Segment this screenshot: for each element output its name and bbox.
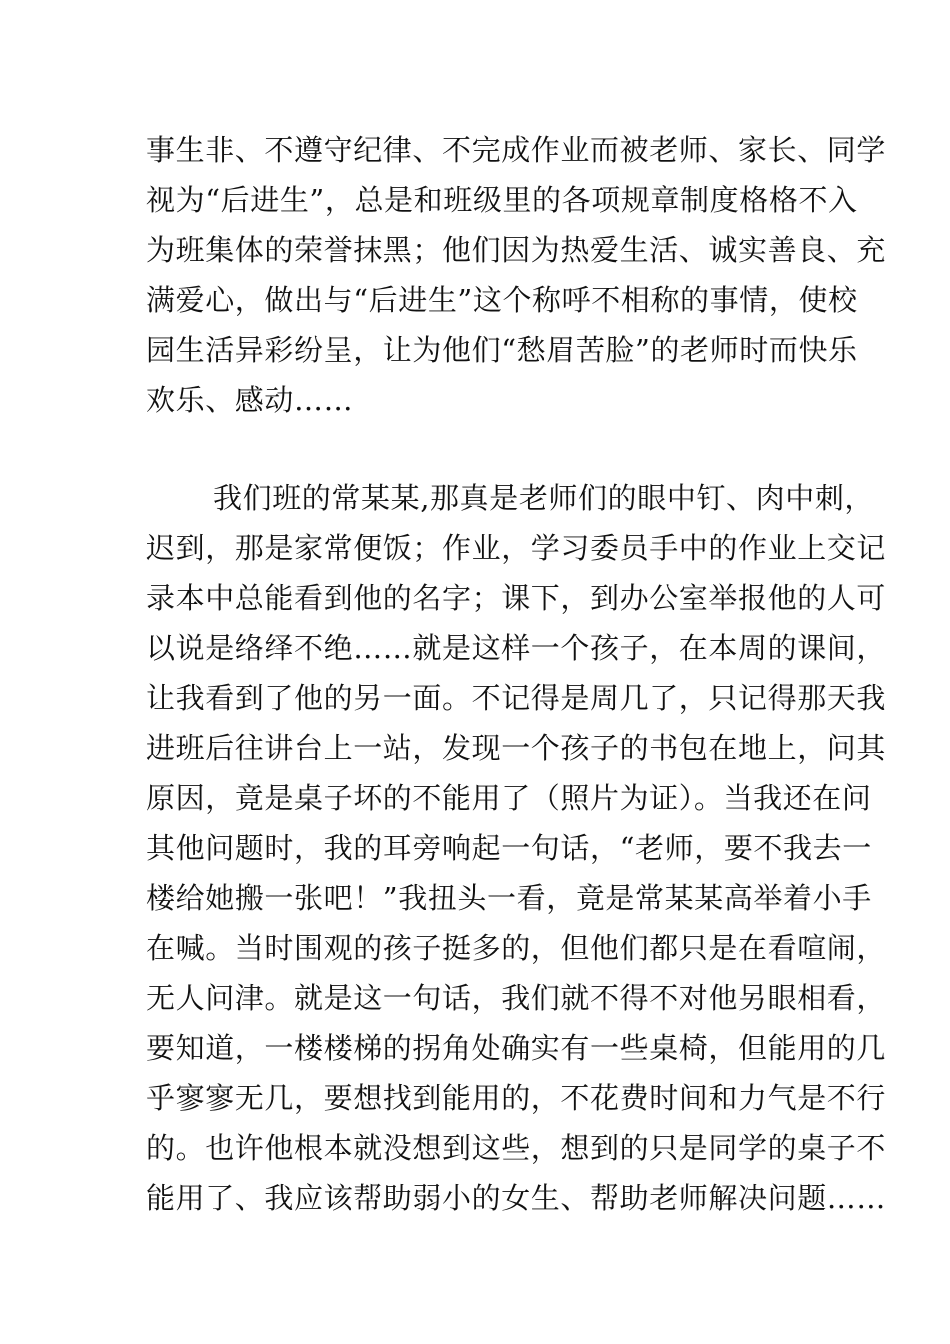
text-line: 满爱心，做出与“后进生”这个称呼不相称的事情，使校	[146, 283, 858, 317]
text-line: 乎寥寥无几，要想找到能用的，不花费时间和力气是不行	[146, 1081, 887, 1115]
text-line: 的。也许他根本就没想到这些，想到的只是同学的桌子不	[146, 1131, 887, 1165]
text-line: 其他问题时，我的耳旁响起一句话，“老师，要不我去一	[146, 831, 872, 865]
text-line: 进班后往讲台上一站，发现一个孩子的书包在地上，问其	[146, 731, 887, 765]
text-line: 在喊。当时围观的孩子挺多的，但他们都只是在看喧闹，	[146, 931, 887, 965]
text-line: 欢乐、感动……	[146, 383, 354, 417]
text-line: 园生活异彩纷呈，让为他们“愁眉苦脸”的老师时而快乐	[146, 333, 858, 367]
text-line: 原因，竟是桌子坏的不能用了（照片为证）。当我还在问	[146, 781, 872, 815]
text-line: 要知道，一楼楼梯的拐角处确实有一些桌椅，但能用的几	[146, 1031, 887, 1065]
text-line: 为班集体的荣誉抹黑；他们因为热爱生活、诚实善良、充	[146, 233, 887, 267]
text-line: 无人问津。就是这一句话，我们就不得不对他另眼相看，	[146, 981, 887, 1015]
text-line: 事生非、不遵守纪律、不完成作业而被老师、家长、同学	[146, 133, 887, 167]
text-line: 我们班的常某某,那真是老师们的眼中钉、肉中刺，	[213, 481, 875, 515]
text-line: 楼给她搬一张吧！”我扭头一看，竟是常某某高举着小手	[146, 881, 872, 915]
text-line: 迟到，那是家常便饭；作业，学习委员手中的作业上交记	[146, 531, 887, 565]
text-line: 以说是络绎不绝……就是这样一个孩子，在本周的课间，	[146, 631, 887, 665]
text-line: 能用了、我应该帮助弱小的女生、帮助老师解决问题……	[146, 1181, 887, 1215]
text-line: 让我看到了他的另一面。不记得是周几了，只记得那天我	[146, 681, 887, 715]
text-line: 视为“后进生”，总是和班级里的各项规章制度格格不入	[146, 183, 858, 217]
text-line: 录本中总能看到他的名字；课下，到办公室举报他的人可	[146, 581, 887, 615]
